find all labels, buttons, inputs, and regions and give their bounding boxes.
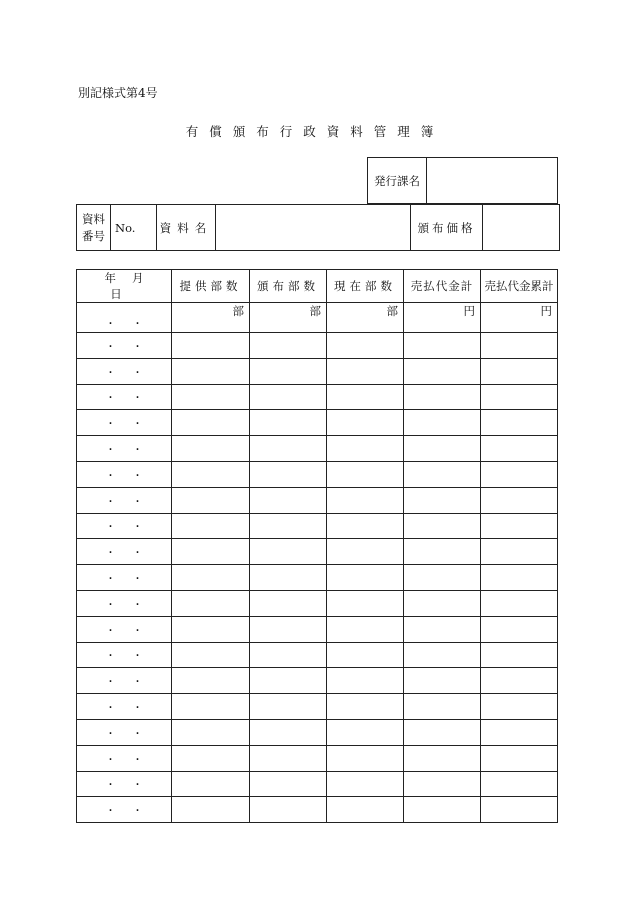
value-cell[interactable] bbox=[404, 461, 481, 487]
unit-label: 部 bbox=[309, 304, 321, 318]
value-cell[interactable] bbox=[404, 719, 481, 745]
value-cell[interactable] bbox=[404, 436, 481, 462]
date-placeholder: ・・ bbox=[105, 341, 160, 353]
value-cell[interactable] bbox=[327, 333, 404, 359]
value-cell[interactable] bbox=[172, 565, 250, 591]
ledger-table bbox=[76, 269, 558, 823]
date-placeholder: ・・ bbox=[105, 728, 160, 740]
table-row bbox=[77, 487, 558, 513]
price-label bbox=[411, 205, 483, 251]
date-placeholder: ・・ bbox=[105, 393, 160, 405]
issuer-table bbox=[367, 157, 558, 204]
value-cell[interactable] bbox=[250, 461, 327, 487]
value-cell[interactable] bbox=[404, 513, 481, 539]
date-cell[interactable] bbox=[77, 797, 172, 823]
date-cell[interactable] bbox=[77, 487, 172, 513]
value-cell[interactable] bbox=[327, 642, 404, 668]
value-cell[interactable] bbox=[172, 668, 250, 694]
page-title-text: 有償頒布行政資料管理簿 bbox=[185, 124, 445, 139]
table-row bbox=[77, 565, 558, 591]
date-cell[interactable] bbox=[77, 590, 172, 616]
value-cell[interactable] bbox=[327, 384, 404, 410]
date-cell[interactable] bbox=[77, 303, 172, 333]
value-cell[interactable] bbox=[250, 358, 327, 384]
value-cell[interactable] bbox=[481, 539, 558, 565]
table-row bbox=[77, 590, 558, 616]
date-placeholder: ・・ bbox=[105, 445, 160, 457]
table-row bbox=[77, 642, 558, 668]
date-cell[interactable] bbox=[77, 410, 172, 436]
date-cell[interactable] bbox=[77, 719, 172, 745]
unit-label: 部 bbox=[386, 304, 398, 318]
value-cell[interactable] bbox=[327, 513, 404, 539]
value-cell[interactable] bbox=[481, 303, 558, 333]
value-cell[interactable] bbox=[172, 797, 250, 823]
value-cell[interactable] bbox=[327, 719, 404, 745]
value-cell[interactable] bbox=[327, 303, 404, 333]
table-row bbox=[77, 797, 558, 823]
header-sales-total: 売払代金計 bbox=[404, 270, 481, 303]
table-row bbox=[77, 384, 558, 410]
value-cell[interactable] bbox=[327, 565, 404, 591]
value-cell[interactable] bbox=[404, 590, 481, 616]
value-cell[interactable] bbox=[172, 513, 250, 539]
value-cell[interactable] bbox=[250, 616, 327, 642]
value-cell[interactable] bbox=[404, 358, 481, 384]
date-placeholder: ・・ bbox=[105, 496, 160, 508]
form-label: 別記様式第4号 bbox=[78, 86, 158, 100]
value-cell[interactable] bbox=[481, 797, 558, 823]
ledger-body bbox=[77, 303, 558, 823]
value-cell[interactable] bbox=[250, 668, 327, 694]
doc-number-label bbox=[77, 205, 111, 251]
value-cell[interactable] bbox=[250, 513, 327, 539]
date-placeholder: ・・ bbox=[105, 651, 160, 663]
value-cell[interactable] bbox=[172, 410, 250, 436]
date-placeholder: ・・ bbox=[105, 599, 160, 611]
doc-name-field[interactable] bbox=[216, 205, 411, 251]
no-label: No. bbox=[111, 205, 157, 251]
date-placeholder: ・・ bbox=[105, 625, 160, 637]
value-cell[interactable] bbox=[172, 461, 250, 487]
value-cell[interactable] bbox=[172, 616, 250, 642]
value-cell[interactable] bbox=[327, 771, 404, 797]
value-cell[interactable] bbox=[404, 333, 481, 359]
date-cell[interactable] bbox=[77, 436, 172, 462]
value-cell[interactable] bbox=[404, 668, 481, 694]
value-cell[interactable] bbox=[172, 333, 250, 359]
date-cell[interactable] bbox=[77, 642, 172, 668]
value-cell[interactable] bbox=[250, 436, 327, 462]
price-field[interactable] bbox=[483, 205, 560, 251]
table-row bbox=[77, 719, 558, 745]
value-cell[interactable] bbox=[250, 410, 327, 436]
date-placeholder: ・・ bbox=[105, 367, 160, 379]
value-cell[interactable] bbox=[250, 539, 327, 565]
date-cell[interactable] bbox=[77, 745, 172, 771]
table-row bbox=[77, 513, 558, 539]
value-cell[interactable] bbox=[481, 565, 558, 591]
value-cell[interactable] bbox=[404, 694, 481, 720]
date-placeholder: ・・ bbox=[105, 419, 160, 431]
value-cell[interactable] bbox=[172, 745, 250, 771]
ledger-header-row bbox=[77, 270, 558, 303]
value-cell[interactable] bbox=[172, 384, 250, 410]
value-cell[interactable] bbox=[481, 771, 558, 797]
table-row bbox=[77, 461, 558, 487]
value-cell[interactable] bbox=[250, 745, 327, 771]
value-cell[interactable] bbox=[327, 797, 404, 823]
unit-label: 円 bbox=[540, 304, 552, 318]
value-cell[interactable] bbox=[172, 303, 250, 333]
value-cell[interactable] bbox=[404, 771, 481, 797]
price-label-text: 頒布価格 bbox=[417, 220, 476, 235]
value-cell[interactable] bbox=[481, 358, 558, 384]
date-cell[interactable] bbox=[77, 565, 172, 591]
date-placeholder: ・・ bbox=[105, 548, 160, 560]
value-cell[interactable] bbox=[481, 719, 558, 745]
date-placeholder: ・・ bbox=[105, 703, 160, 715]
value-cell[interactable] bbox=[481, 461, 558, 487]
value-cell[interactable] bbox=[327, 745, 404, 771]
page-title bbox=[0, 122, 630, 140]
value-cell[interactable] bbox=[250, 797, 327, 823]
value-cell[interactable] bbox=[172, 358, 250, 384]
date-cell[interactable] bbox=[77, 333, 172, 359]
header-provided-count: 提供部数 bbox=[172, 270, 250, 303]
value-cell[interactable] bbox=[327, 358, 404, 384]
date-cell[interactable] bbox=[77, 539, 172, 565]
value-cell[interactable] bbox=[481, 384, 558, 410]
value-cell[interactable] bbox=[404, 539, 481, 565]
unit-label: 円 bbox=[463, 304, 475, 318]
table-row bbox=[77, 745, 558, 771]
unit-label: 部 bbox=[232, 304, 244, 318]
value-cell[interactable] bbox=[172, 487, 250, 513]
table-row bbox=[77, 303, 558, 333]
issuer-value-field[interactable] bbox=[427, 158, 558, 204]
value-cell[interactable] bbox=[404, 616, 481, 642]
table-row bbox=[77, 694, 558, 720]
value-cell[interactable] bbox=[327, 694, 404, 720]
value-cell[interactable] bbox=[481, 436, 558, 462]
date-placeholder: ・・ bbox=[105, 470, 160, 482]
value-cell[interactable] bbox=[404, 410, 481, 436]
value-cell[interactable] bbox=[404, 303, 481, 333]
date-placeholder: ・・ bbox=[105, 754, 160, 766]
date-cell[interactable] bbox=[77, 694, 172, 720]
value-cell[interactable] bbox=[327, 436, 404, 462]
value-cell[interactable] bbox=[172, 539, 250, 565]
header-date: 年月日 bbox=[77, 270, 172, 303]
value-cell[interactable] bbox=[481, 333, 558, 359]
date-placeholder: ・・ bbox=[105, 677, 160, 689]
value-cell[interactable] bbox=[250, 303, 327, 333]
value-cell[interactable] bbox=[172, 642, 250, 668]
value-cell[interactable] bbox=[481, 616, 558, 642]
date-placeholder: ・・ bbox=[105, 780, 160, 792]
value-cell[interactable] bbox=[327, 616, 404, 642]
value-cell[interactable] bbox=[172, 771, 250, 797]
value-cell[interactable] bbox=[404, 384, 481, 410]
table-row bbox=[77, 410, 558, 436]
value-cell[interactable] bbox=[327, 668, 404, 694]
doc-name-label bbox=[157, 205, 216, 251]
value-cell[interactable] bbox=[172, 694, 250, 720]
value-cell[interactable] bbox=[250, 565, 327, 591]
header-distributed-count: 頒布部数 bbox=[250, 270, 327, 303]
header-sales-cumulative: 売払代金累計 bbox=[481, 270, 558, 303]
table-row bbox=[77, 771, 558, 797]
date-cell[interactable] bbox=[77, 771, 172, 797]
date-cell[interactable] bbox=[77, 384, 172, 410]
table-row bbox=[77, 668, 558, 694]
issuer-label: 発行課名 bbox=[368, 158, 427, 204]
table-row bbox=[77, 358, 558, 384]
value-cell[interactable] bbox=[404, 745, 481, 771]
value-cell[interactable] bbox=[250, 771, 327, 797]
table-row bbox=[77, 539, 558, 565]
value-cell[interactable] bbox=[481, 642, 558, 668]
value-cell[interactable] bbox=[172, 719, 250, 745]
table-row bbox=[77, 333, 558, 359]
date-cell[interactable] bbox=[77, 668, 172, 694]
value-cell[interactable] bbox=[327, 590, 404, 616]
table-row bbox=[77, 436, 558, 462]
value-cell[interactable] bbox=[250, 590, 327, 616]
value-cell[interactable] bbox=[481, 668, 558, 694]
value-cell[interactable] bbox=[481, 513, 558, 539]
value-cell[interactable] bbox=[481, 410, 558, 436]
value-cell[interactable] bbox=[250, 333, 327, 359]
value-cell[interactable] bbox=[250, 719, 327, 745]
document-info-table bbox=[76, 204, 560, 251]
value-cell[interactable] bbox=[481, 487, 558, 513]
date-placeholder: ・・ bbox=[105, 319, 160, 330]
value-cell[interactable] bbox=[327, 539, 404, 565]
date-cell[interactable] bbox=[77, 616, 172, 642]
date-cell[interactable] bbox=[77, 358, 172, 384]
date-placeholder: ・・ bbox=[105, 574, 160, 586]
header-current-count: 現在部数 bbox=[327, 270, 404, 303]
value-cell[interactable] bbox=[404, 487, 481, 513]
value-cell[interactable] bbox=[404, 565, 481, 591]
value-cell[interactable] bbox=[250, 694, 327, 720]
value-cell[interactable] bbox=[250, 384, 327, 410]
value-cell[interactable] bbox=[481, 694, 558, 720]
doc-name-label-text: 資料名 bbox=[159, 220, 213, 235]
value-cell[interactable] bbox=[481, 745, 558, 771]
doc-number-label-text: 資料 番号 bbox=[82, 211, 105, 243]
value-cell[interactable] bbox=[327, 487, 404, 513]
value-cell[interactable] bbox=[404, 797, 481, 823]
value-cell[interactable] bbox=[404, 642, 481, 668]
date-placeholder: ・・ bbox=[105, 806, 160, 818]
table-row bbox=[77, 616, 558, 642]
date-cell[interactable] bbox=[77, 513, 172, 539]
date-placeholder: ・・ bbox=[105, 522, 160, 534]
date-cell[interactable] bbox=[77, 461, 172, 487]
value-cell[interactable] bbox=[327, 461, 404, 487]
value-cell[interactable] bbox=[172, 436, 250, 462]
value-cell[interactable] bbox=[481, 590, 558, 616]
value-cell[interactable] bbox=[250, 487, 327, 513]
value-cell[interactable] bbox=[250, 642, 327, 668]
value-cell[interactable] bbox=[327, 410, 404, 436]
value-cell[interactable] bbox=[172, 590, 250, 616]
